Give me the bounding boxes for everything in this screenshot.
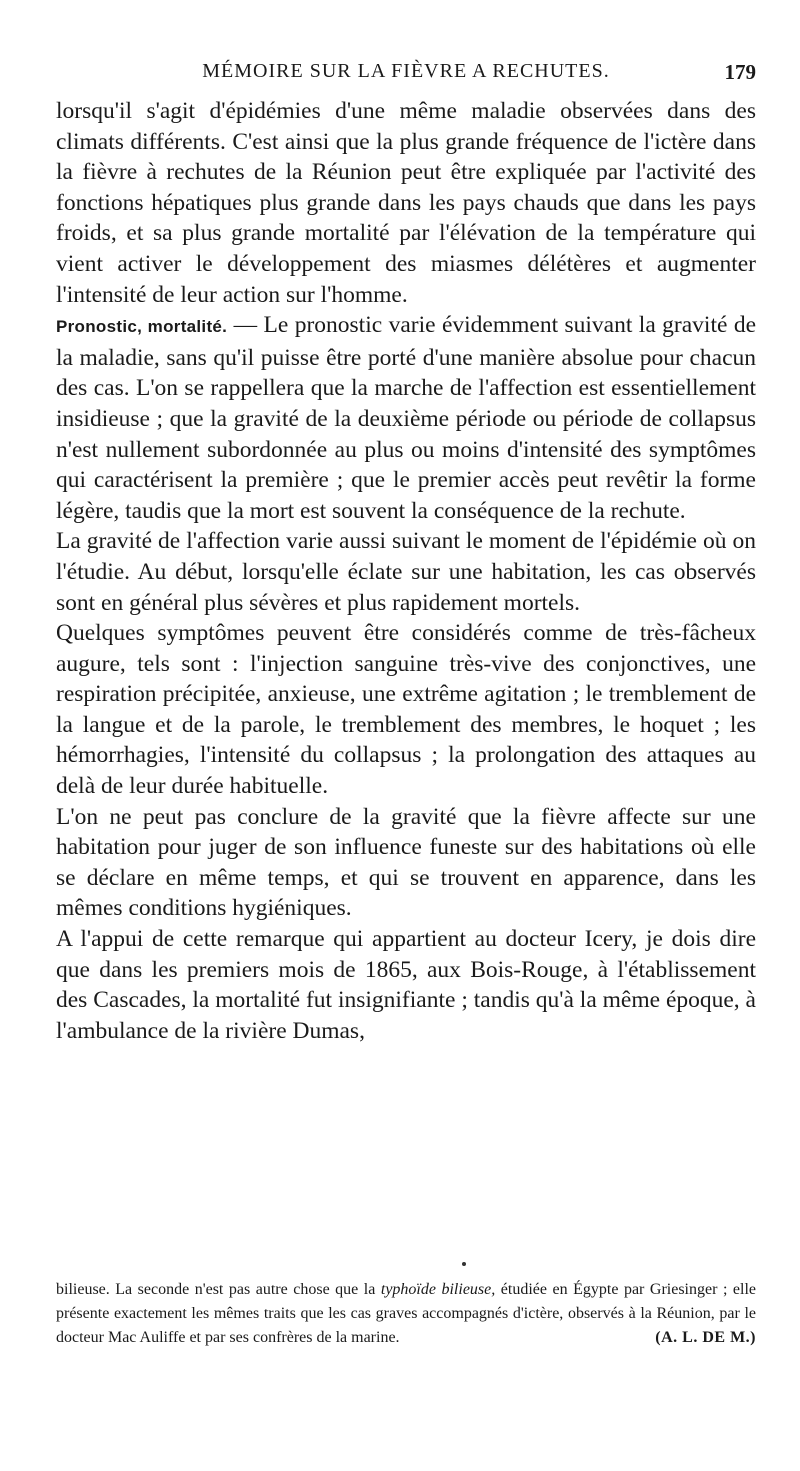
footnote-italic: typhoïde bilieuse,: [380, 1281, 496, 1298]
paragraph-6: A l'appui de cette remarque qui appartient au docteur Icery, je dois dire que dans les premiers mois de 1865, aux Bois-Rouge, à l'établissement des Cascades, la mortalité fut insignifiante ; tandis qu'à la même époque, à l'ambulance de la rivière Dumas,: [56, 926, 756, 1044]
footnote-signature: (A. L. DE M.): [655, 1329, 756, 1346]
footnote: [56, 1278, 756, 1350]
paragraph-3: La gravité de l'affection varie aussi suivant le moment de l'épidémie où on l'étudie. Au début, lorsqu'elle éclate sur une habitation, les cas observés sont en général plus sévères et plus rapidement mortels.: [56, 528, 756, 616]
footnote-separator-dot: [462, 1262, 466, 1266]
body-text: [56, 96, 756, 1046]
footnote-text-a: bilieuse. La seconde n'est pas autre chose que la: [56, 1281, 381, 1298]
footnote-text-b: étudiée en Égypte par Griesinger ; elle présente exactement les mêmes traits que les cas graves accompagnés d'ictère, observés à la Réunion, par le docteur Mac Auliffe et par ses confrères de la marine.: [56, 1281, 757, 1346]
page-number: 179: [724, 60, 756, 84]
paragraph-4: Quelques symptômes peuvent être considérés comme de très-fâcheux augure, tels sont : l'injection sanguine très-vive des conjonctives, une respiration précipitée, anxieuse, une extrême agitation ; le tremblement de la langue et de la parole, le tremblement des membres, le hoquet ; les hémorrhagies, l'intensité du collapsus ; la prolongation des attaques au delà de leur durée habituelle.: [56, 620, 756, 800]
footnote-paragraph: [56, 1278, 756, 1350]
paragraph-5: L'on ne peut pas conclure de la gravité que la fièvre affecte sur une habitation pour juger de son influence funeste sur des habitations où elle se déclare en même temps, et qui se trouvent en apparence, dans les mêmes conditions hygiéniques.: [56, 803, 756, 922]
page-header: [56, 60, 756, 90]
running-title: MÉMOIRE SUR LA FIÈVRE A RECHUTES.: [202, 60, 610, 82]
section-heading-pronostic: Pronostic, mortalité.: [56, 317, 228, 337]
paragraph-2-text: — Le pronostic varie évidemment suivant la gravité de la maladie, sans qu'il puisse être porté d'une manière absolue pour chacun des cas. L'on se rappellera que la marche de l'affection est essentiellement insidieuse ; que la gravité de la deuxième période ou période de collapsus n'est nullement subordonnée au plus ou moins d'intensité des symptômes qui caractérisent la première ; que le premier accès peut revêtir la forme légère, taudis que la mort est souvent la conséquence de la rechute.: [56, 312, 756, 524]
paragraph-1: lorsqu'il s'agit d'épidémies d'une même maladie observées dans des climats différents. C'est ainsi que la plus grande fréquence de l'ictère dans la fièvre à rechutes de la Réunion peut être expliquée par l'activité des fonctions hépatiques plus grande dans les pays chauds que dans les pays froids, et sa plus grande mortalité par l'élévation de la température qui vient activer le développement des miasmes délétères et augmenter l'intensité de leur action sur l'homme.: [56, 98, 756, 308]
paragraph-2: [56, 310, 756, 526]
